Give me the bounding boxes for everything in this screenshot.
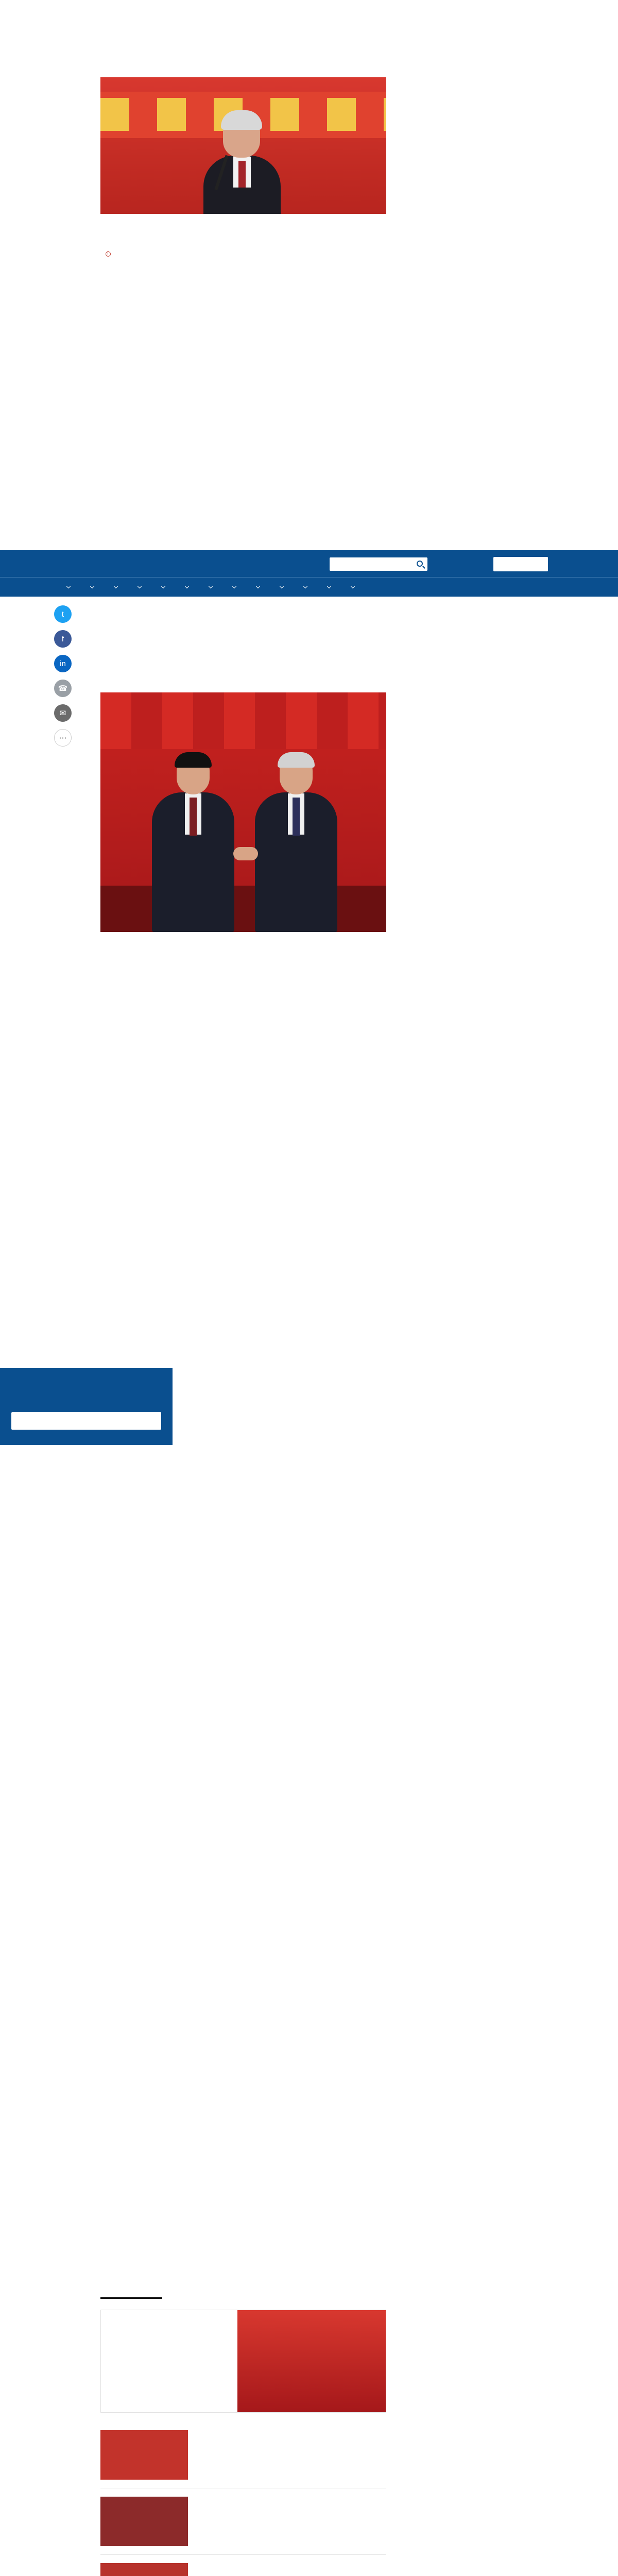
- search-icon[interactable]: [417, 561, 423, 567]
- paywall-card: [0, 1368, 173, 1445]
- thumbnail: [100, 2563, 188, 2576]
- paragraph: [100, 844, 386, 871]
- feature-category: [109, 2317, 221, 2324]
- paragraph: [100, 615, 386, 642]
- author-name: [100, 242, 386, 249]
- feature-title: [109, 2327, 221, 2358]
- paragraph: [100, 464, 386, 490]
- chevron-down-icon: [66, 584, 71, 588]
- lead-photo: [100, 77, 386, 214]
- paragraph: [100, 1035, 386, 1061]
- paragraph: [100, 768, 386, 794]
- paragraph: [100, 882, 386, 909]
- subscribe-button[interactable]: [493, 557, 548, 571]
- paragraph: [100, 387, 386, 414]
- sticky-header: [0, 550, 618, 577]
- paragraph: [100, 311, 386, 338]
- article-body-bottom: [100, 577, 386, 1111]
- nav-item[interactable]: [89, 583, 101, 590]
- whatsapp-icon[interactable]: ☎: [54, 680, 72, 697]
- read-next: [100, 2287, 386, 2576]
- trial-button[interactable]: [11, 1412, 161, 1430]
- thumbnail: [100, 2497, 188, 2546]
- linkedin-icon[interactable]: in: [54, 655, 72, 672]
- paragraph: [100, 653, 386, 680]
- nav-item[interactable]: [65, 583, 77, 590]
- facebook-icon[interactable]: f: [54, 630, 72, 648]
- byline: [100, 242, 386, 258]
- search-input[interactable]: [330, 557, 427, 571]
- share-rail: [54, 605, 72, 747]
- clock-icon: [106, 251, 111, 257]
- paragraph: [100, 996, 386, 1023]
- paragraph: [100, 691, 386, 718]
- list-item[interactable]: [100, 2555, 386, 2576]
- paragraph: [100, 349, 386, 376]
- list-item[interactable]: [100, 2488, 386, 2555]
- paywall-title: [11, 1377, 161, 1392]
- headline: [100, 20, 386, 59]
- list-item[interactable]: [100, 2422, 386, 2488]
- paragraph: [100, 426, 386, 452]
- chevron-down-icon: [90, 584, 94, 588]
- feature-thumbnail: [237, 2310, 386, 2412]
- paragraph: [100, 577, 386, 604]
- paragraph: [100, 273, 386, 300]
- thumbnail: [100, 2430, 188, 2480]
- paragraph: [100, 1073, 386, 1099]
- paragraph: [100, 806, 386, 833]
- twitter-icon[interactable]: t: [54, 605, 72, 623]
- lead-photo-caption: [100, 217, 386, 234]
- paragraph: [100, 730, 386, 756]
- photo-subject: [203, 113, 281, 214]
- read-next-list: [100, 2422, 386, 2576]
- paywall-subtitle: [11, 1396, 161, 1405]
- read-next-feature[interactable]: [100, 2310, 386, 2413]
- paragraph: [100, 502, 386, 529]
- updated-date: [106, 251, 113, 257]
- read-next-heading: [100, 2287, 162, 2299]
- timestamp-row: [100, 250, 386, 258]
- email-icon[interactable]: ✉: [54, 704, 72, 722]
- more-icon[interactable]: ⋯: [54, 729, 72, 747]
- subhead: [100, 62, 386, 71]
- paragraph: [100, 920, 386, 947]
- paragraph: [100, 958, 386, 985]
